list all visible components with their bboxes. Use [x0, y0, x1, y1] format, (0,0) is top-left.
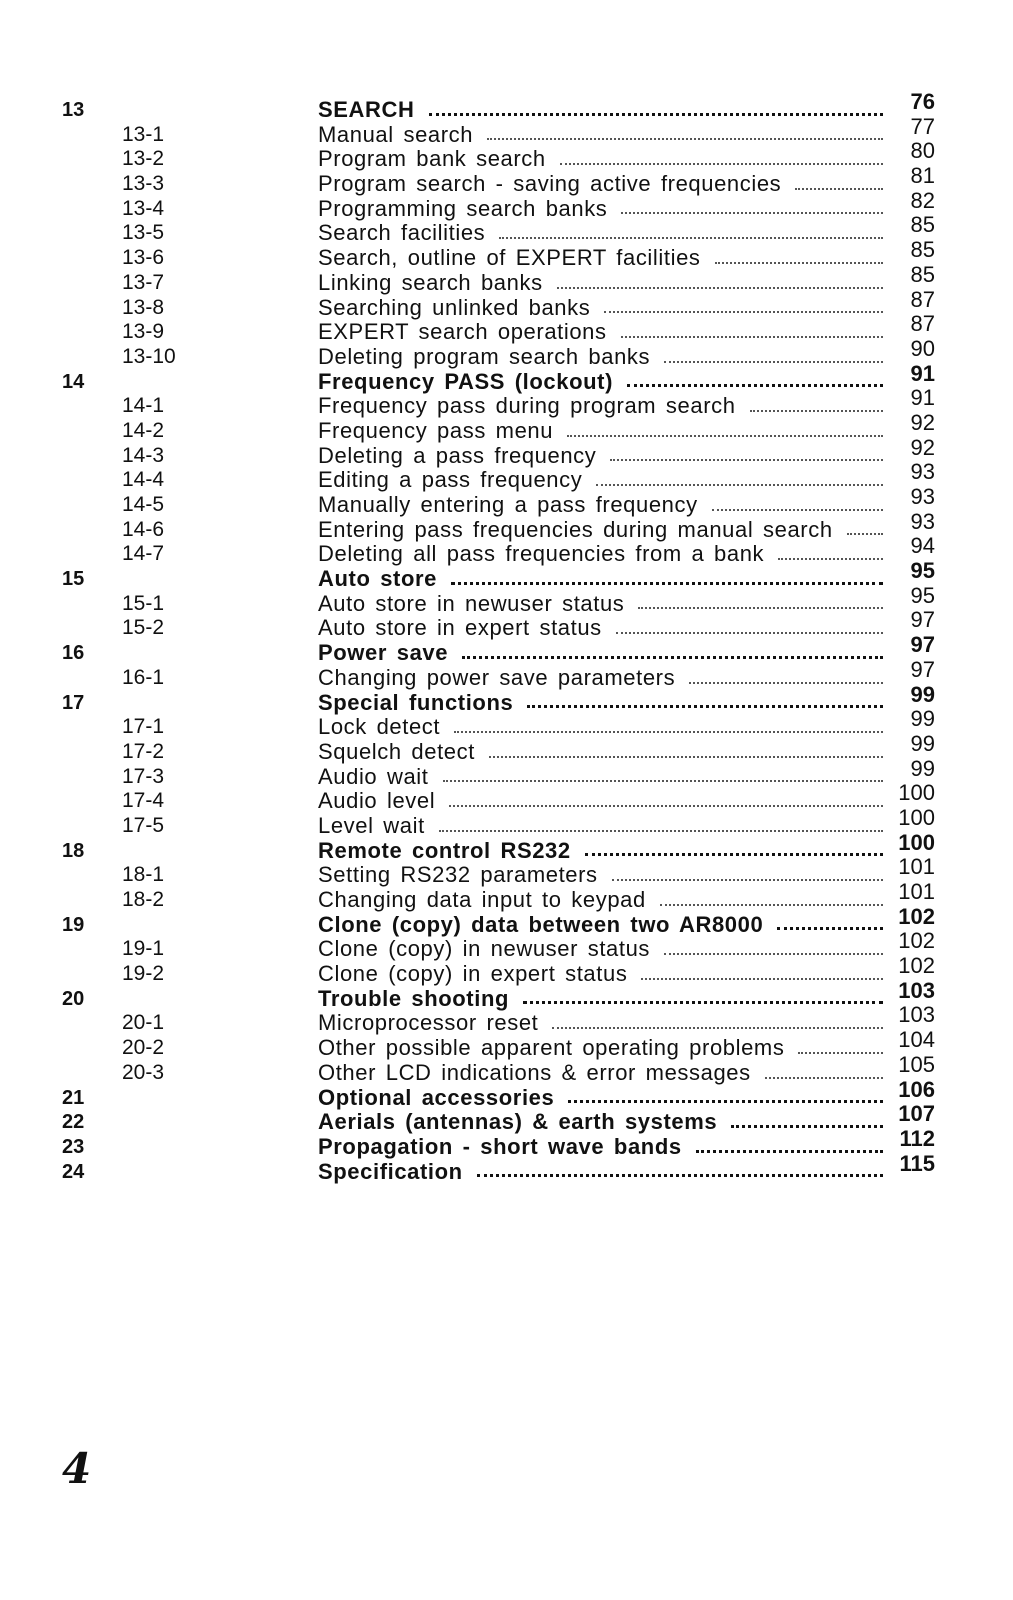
section-number: 20-1 — [122, 1011, 165, 1035]
toc-entry — [318, 1125, 935, 1160]
page-reference: 93 — [910, 508, 935, 534]
section-title: Microprocessor reset — [318, 1010, 539, 1036]
section-title: Squelch detect — [318, 738, 475, 764]
page-reference: 93 — [910, 484, 935, 509]
chapter-title: Power save — [318, 640, 449, 666]
page-reference: 91 — [910, 360, 935, 386]
toc-chapter-row — [0, 1150, 1013, 1185]
page-reference: 99 — [910, 706, 935, 732]
toc-entry — [318, 335, 935, 370]
section-number: 13-1 — [122, 122, 165, 146]
toc-section-row — [0, 409, 1013, 444]
dot-leader — [451, 580, 883, 585]
toc-entry — [318, 187, 935, 222]
dot-leader — [798, 1050, 883, 1054]
section-title: Manual search — [318, 121, 474, 147]
dot-leader — [612, 877, 883, 881]
page-reference: 100 — [898, 804, 935, 830]
dot-leader — [568, 1098, 883, 1103]
chapter-number: 15 — [62, 568, 85, 591]
toc-section-row — [0, 656, 1013, 691]
section-number: 15-1 — [122, 591, 165, 615]
toc-chapter-row — [0, 1101, 1013, 1135]
toc-section-row — [0, 533, 1013, 567]
section-number: 17-5 — [122, 813, 165, 837]
section-number: 13-3 — [122, 172, 165, 196]
toc-section-row — [0, 138, 1013, 172]
dot-leader — [585, 851, 883, 856]
section-number: 14-5 — [122, 493, 165, 516]
toc-entry — [318, 163, 935, 197]
page-reference: 103 — [898, 1002, 935, 1028]
page-reference: 101 — [898, 854, 935, 880]
dot-leader — [567, 433, 883, 437]
section-title: Deleting all pass frequencies from a bank — [318, 541, 765, 567]
dot-leader — [604, 309, 883, 313]
dot-leader — [638, 605, 883, 609]
chapter-number: 19 — [62, 913, 85, 936]
dot-leader — [641, 976, 883, 980]
toc-section-row — [0, 113, 1013, 148]
dot-leader — [523, 999, 883, 1004]
toc-section-row — [0, 1002, 1013, 1036]
page-reference: 99 — [910, 755, 935, 781]
section-title: Search, outline of EXPERT facilities — [318, 245, 701, 271]
page-reference: 99 — [910, 681, 935, 707]
toc-section-row — [0, 730, 1013, 765]
section-title: Search facilities — [318, 220, 486, 246]
toc-section-row — [0, 854, 1013, 888]
chapter-number: 14 — [62, 370, 85, 393]
section-number: 13-6 — [122, 246, 165, 270]
dot-leader — [489, 754, 883, 758]
toc-section-row — [0, 508, 1013, 543]
section-title: Lock detect — [318, 714, 441, 740]
section-title: Audio wait — [318, 763, 429, 789]
chapter-number: 24 — [62, 1160, 85, 1183]
toc-entry — [318, 755, 935, 790]
dot-leader — [778, 556, 883, 560]
toc-entry — [318, 632, 935, 666]
toc-chapter-row — [0, 1125, 1013, 1160]
section-number: 20-3 — [122, 1060, 165, 1084]
toc-entry — [318, 409, 935, 444]
toc-entry — [318, 360, 935, 395]
section-title: Programming search banks — [318, 195, 608, 221]
dot-leader — [712, 507, 883, 511]
section-title: Clone (copy) in expert status — [318, 961, 628, 987]
toc-section-row — [0, 706, 1013, 740]
page-reference: 80 — [910, 138, 935, 164]
toc-entry — [318, 1076, 935, 1111]
toc-entry — [318, 484, 935, 518]
toc-section-row — [0, 261, 1013, 296]
toc-chapter-row — [0, 360, 1013, 395]
page-reference: 95 — [910, 558, 935, 584]
dot-leader — [715, 260, 883, 264]
page-reference: 115 — [899, 1150, 935, 1176]
section-title: Changing power save parameters — [318, 664, 676, 690]
toc-entry — [318, 1101, 935, 1135]
toc-section-row — [0, 879, 1013, 913]
toc-section-row — [0, 237, 1013, 271]
section-title: Searching unlinked banks — [318, 294, 591, 320]
section-title: Editing a pass frequency — [318, 467, 583, 493]
toc-section-row — [0, 335, 1013, 370]
dot-leader — [664, 359, 883, 363]
toc-entry — [318, 656, 935, 691]
dot-leader — [560, 161, 883, 165]
toc-entry — [318, 829, 935, 864]
toc-section-row — [0, 607, 1013, 641]
section-title: Auto store in newuser status — [318, 590, 625, 616]
section-title: Auto store in expert status — [318, 615, 602, 641]
page-reference: 95 — [910, 582, 935, 608]
section-number: 13-5 — [122, 221, 165, 245]
section-number: 14-6 — [122, 517, 165, 541]
toc-entry — [318, 89, 935, 123]
chapter-number: 16 — [62, 642, 85, 665]
toc-entry — [318, 459, 935, 493]
section-title: EXPERT search operations — [318, 319, 607, 345]
page-reference: 107 — [898, 1101, 935, 1127]
toc-section-row — [0, 1051, 1013, 1086]
toc-section-row — [0, 459, 1013, 493]
section-number: 14-7 — [122, 542, 165, 566]
section-title: Deleting a pass frequency — [318, 442, 597, 468]
section-number: 19-2 — [122, 962, 165, 986]
toc-section-row — [0, 582, 1013, 617]
page-reference: 77 — [910, 113, 935, 139]
page-reference: 112 — [899, 1125, 935, 1151]
page-reference: 85 — [910, 237, 935, 263]
section-title: Program bank search — [318, 146, 546, 172]
chapter-title: Special functions — [318, 689, 514, 715]
toc-entry — [318, 261, 935, 296]
dot-leader — [696, 1148, 883, 1153]
page-reference: 101 — [898, 879, 935, 904]
chapter-title: Trouble shooting — [318, 985, 510, 1011]
toc-entry — [318, 1027, 935, 1061]
toc-section-row — [0, 1027, 1013, 1061]
dot-leader — [596, 482, 883, 486]
page-reference: 99 — [910, 730, 935, 756]
dot-leader — [443, 778, 883, 782]
page-number: 4 — [62, 1444, 92, 1493]
section-title: Changing data input to keypad — [318, 887, 646, 912]
page-reference: 94 — [910, 533, 935, 559]
chapter-number: 23 — [62, 1135, 85, 1158]
toc-entry — [318, 1051, 935, 1086]
toc-chapter-row — [0, 1076, 1013, 1111]
page-reference: 87 — [910, 311, 935, 337]
section-title: Manually entering a pass frequency — [318, 492, 698, 517]
dot-leader — [487, 136, 883, 140]
toc-section-row — [0, 953, 1013, 987]
chapter-title: Frequency PASS (lockout) — [318, 368, 614, 394]
page-reference: 93 — [910, 459, 935, 485]
section-number: 13-8 — [122, 295, 165, 319]
toc-entry — [318, 533, 935, 567]
chapter-number: 21 — [62, 1086, 85, 1109]
chapter-number: 20 — [62, 987, 85, 1010]
toc-entry — [318, 558, 935, 592]
section-number: 18-2 — [122, 888, 165, 911]
toc-entry — [318, 706, 935, 740]
section-title: Level wait — [318, 812, 425, 838]
dot-leader — [557, 285, 883, 289]
toc-entry — [318, 113, 935, 148]
section-title: Frequency pass during program search — [318, 393, 736, 419]
toc-entry — [318, 953, 935, 987]
toc-entry — [318, 730, 935, 765]
toc-entry — [318, 1002, 935, 1036]
toc-section-row — [0, 434, 1013, 469]
dot-leader — [777, 925, 883, 930]
dot-leader — [621, 210, 883, 214]
page-reference: 106 — [898, 1076, 935, 1102]
toc-entry — [318, 434, 935, 469]
section-number: 20-2 — [122, 1036, 165, 1060]
page-reference: 82 — [910, 187, 935, 213]
chapter-number: 22 — [62, 1111, 85, 1134]
toc-entry — [318, 681, 935, 716]
toc-section-row — [0, 780, 1013, 814]
page-reference: 85 — [910, 261, 935, 287]
toc-chapter-row — [0, 681, 1013, 716]
section-number: 17-1 — [122, 715, 165, 739]
section-title: Audio level — [318, 788, 436, 814]
section-number: 13-4 — [122, 196, 165, 220]
toc-entry — [318, 385, 935, 419]
chapter-title: SEARCH — [318, 97, 415, 122]
section-number: 14-2 — [122, 418, 165, 442]
chapter-number: 13 — [62, 99, 85, 121]
page-reference: 97 — [910, 607, 935, 633]
section-title: Linking search banks — [318, 269, 543, 295]
toc-entry — [318, 508, 935, 543]
chapter-title: Remote control RS232 — [318, 837, 571, 863]
toc-entry — [318, 977, 935, 1012]
page-reference: 85 — [910, 212, 935, 238]
toc-entry — [318, 607, 935, 641]
toc-section-row — [0, 804, 1013, 839]
section-number: 13-7 — [122, 270, 165, 294]
dot-leader — [664, 951, 883, 955]
toc-entry — [318, 903, 935, 938]
section-title: Setting RS232 parameters — [318, 862, 598, 888]
toc-chapter-row — [0, 89, 1013, 123]
dot-leader — [610, 457, 883, 461]
toc-entry — [318, 138, 935, 172]
section-number: 19-1 — [122, 937, 165, 961]
toc-chapter-row — [0, 977, 1013, 1012]
chapter-title: Clone (copy) data between two AR8000 — [318, 911, 764, 937]
page-reference: 100 — [898, 780, 935, 806]
chapter-number: 18 — [62, 839, 85, 862]
table-of-contents — [0, 89, 1013, 1184]
dot-leader — [750, 408, 883, 412]
page-reference: 102 — [898, 928, 935, 954]
toc-entry — [318, 311, 935, 345]
dot-leader — [765, 1075, 883, 1079]
dot-leader — [689, 680, 883, 684]
dot-leader — [847, 531, 883, 535]
toc-entry — [318, 928, 935, 962]
dot-leader — [621, 334, 883, 338]
dot-leader — [439, 828, 883, 832]
toc-entry — [318, 879, 935, 913]
toc-section-row — [0, 928, 1013, 962]
page-reference: 105 — [898, 1051, 935, 1077]
toc-section-row — [0, 385, 1013, 419]
toc-chapter-row — [0, 558, 1013, 592]
toc-entry — [318, 854, 935, 888]
section-number: 17-4 — [122, 789, 165, 813]
page-reference: 90 — [910, 335, 935, 361]
toc-entry — [318, 804, 935, 839]
page-reference: 92 — [910, 409, 935, 435]
dot-leader — [454, 729, 883, 733]
dot-leader — [795, 186, 883, 190]
page-reference: 76 — [910, 89, 935, 114]
dot-leader — [627, 382, 883, 387]
toc-entry — [318, 237, 935, 271]
chapter-title: Propagation - short wave bands — [318, 1133, 682, 1159]
section-number: 14-1 — [122, 394, 165, 418]
section-title: Other LCD indications & error messages — [318, 1059, 751, 1085]
section-number: 16-1 — [122, 665, 165, 689]
toc-entry — [318, 780, 935, 814]
section-title: Clone (copy) in newuser status — [318, 936, 651, 962]
chapter-title: Optional accessories — [318, 1084, 555, 1110]
section-number: 13-2 — [122, 147, 165, 171]
page-reference: 102 — [898, 953, 935, 979]
dot-leader — [731, 1123, 883, 1128]
section-title: Frequency pass menu — [318, 417, 554, 443]
section-number: 17-2 — [122, 739, 165, 763]
toc-entry — [318, 286, 935, 321]
chapter-title: Auto store — [318, 566, 437, 592]
chapter-title: Aerials (antennas) & earth systems — [318, 1109, 718, 1135]
dot-leader — [449, 803, 883, 807]
chapter-number: 17 — [62, 691, 85, 714]
page-reference: 97 — [910, 656, 935, 682]
toc-section-row — [0, 163, 1013, 197]
dot-leader — [616, 630, 883, 634]
dot-leader — [462, 654, 883, 659]
section-number: 13-9 — [122, 320, 165, 344]
dot-leader — [660, 902, 883, 906]
toc-section-row — [0, 311, 1013, 345]
page-reference: 97 — [910, 632, 935, 658]
section-title: Deleting program search banks — [318, 343, 651, 369]
toc-chapter-row — [0, 903, 1013, 938]
toc-section-row — [0, 755, 1013, 790]
toc-section-row — [0, 187, 1013, 222]
section-number: 18-1 — [122, 863, 165, 887]
section-title: Other possible apparent operating problems — [318, 1035, 785, 1061]
dot-leader — [552, 1025, 883, 1029]
page-reference: 91 — [910, 385, 935, 411]
section-title: Entering pass frequencies during manual search — [318, 516, 833, 542]
page-reference: 104 — [898, 1027, 935, 1053]
toc-section-row — [0, 484, 1013, 518]
section-number: 14-4 — [122, 468, 165, 492]
page-reference: 102 — [898, 903, 935, 929]
toc-section-row — [0, 212, 1013, 246]
section-title: Program search - saving active frequencies — [318, 171, 782, 197]
toc-entry — [318, 1150, 935, 1185]
toc-entry — [318, 212, 935, 246]
chapter-title: Specification — [318, 1158, 463, 1184]
dot-leader — [477, 1172, 883, 1177]
toc-chapter-row — [0, 632, 1013, 666]
page-reference: 103 — [898, 977, 935, 1003]
toc-chapter-row — [0, 829, 1013, 864]
page-reference: 87 — [910, 286, 935, 312]
page-reference: 92 — [910, 434, 935, 460]
toc-entry — [318, 582, 935, 617]
page-reference: 81 — [910, 163, 935, 189]
page-reference: 100 — [898, 829, 935, 855]
toc-section-row — [0, 286, 1013, 321]
dot-leader — [499, 235, 883, 239]
dot-leader — [527, 703, 883, 708]
section-number: 14-3 — [122, 443, 165, 467]
section-number: 13-10 — [122, 344, 176, 368]
section-number: 17-3 — [122, 764, 165, 788]
dot-leader — [429, 111, 884, 116]
section-number: 15-2 — [122, 616, 165, 640]
